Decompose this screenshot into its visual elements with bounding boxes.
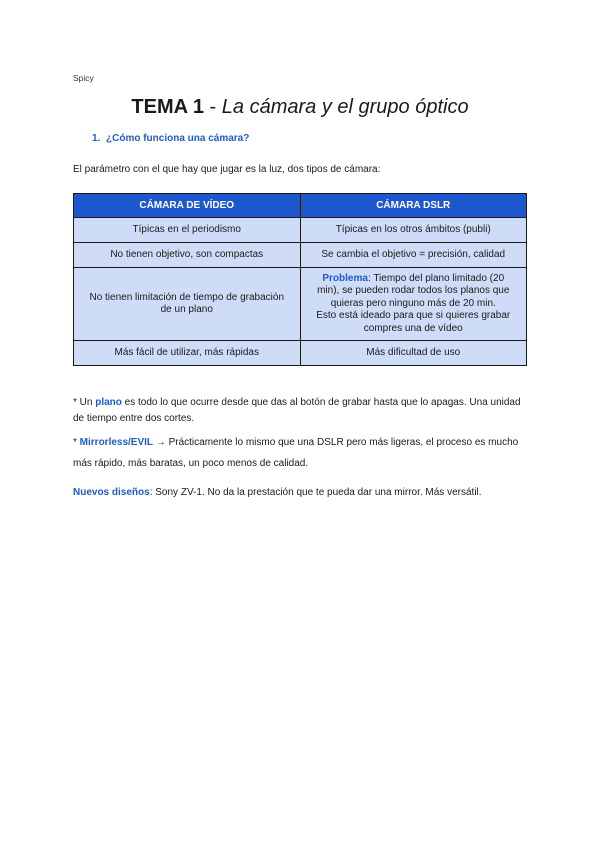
section-heading — [92, 133, 249, 144]
note-term: Mirrorless/EVIL — [79, 437, 154, 448]
note-term: Nuevos diseños — [73, 487, 150, 498]
table-header-video: CÁMARA DE VÍDEO — [74, 194, 301, 218]
note-term: plano — [95, 397, 122, 408]
table-row — [74, 218, 527, 243]
intro-paragraph: El parámetro con el que hay que jugar es la luz, dos tipos de cámara: — [73, 164, 381, 175]
section-number: 1. — [92, 133, 101, 144]
note-text: → Prácticamente lo mismo que una DSLR pero más ligeras, el proceso es mucho más rápido, más baratas, un poco menos de calidad. — [73, 437, 519, 469]
page-title — [0, 94, 600, 120]
table-row — [74, 341, 527, 366]
table-cell-dslr: Típicas en los otros ámbitos (publi) — [300, 218, 527, 243]
table-header-row — [74, 194, 527, 218]
note-text: es todo lo que ocurre desde que das al botón de grabar hasta que lo apagas. Una unidad de tiempo entre dos cortes. — [73, 397, 521, 424]
title-subject: La cámara y el grupo óptico — [221, 96, 469, 118]
note-new-designs — [73, 485, 527, 501]
table-cell-video: No tienen limitación de tiempo de grabación de un plano — [74, 268, 301, 341]
table-cell-dslr: Más dificultad de uso — [300, 341, 527, 366]
note-mirrorless — [73, 432, 527, 474]
table-cell-video: Típicas en el periodismo — [74, 218, 301, 243]
camera-comparison-table — [73, 193, 527, 366]
problem-extra: Esto está ideado para que si quieres grabar compres una de vídeo — [316, 310, 511, 334]
table-cell-dslr — [300, 268, 527, 341]
header-note: Spicy — [73, 73, 94, 83]
table-cell-dslr: Se cambia el objetivo = precisión, calidad — [300, 243, 527, 268]
table-header-dslr: CÁMARA DSLR — [300, 194, 527, 218]
problem-label: Problema — [322, 272, 368, 284]
note-plano — [73, 395, 527, 427]
note-prefix: * — [73, 437, 80, 448]
table-cell-video: Más fácil de utilizar, más rápidas — [74, 341, 301, 366]
note-prefix: * Un — [73, 397, 96, 408]
table-row — [74, 243, 527, 268]
table-cell-video: No tienen objetivo, son compactas — [74, 243, 301, 268]
table-row — [74, 268, 527, 341]
problem-text: : Tiempo del plano limitado (20 min), se pueden rodar todos los planos que quieras pero ninguno más de 20 min. — [317, 272, 510, 309]
section-label: ¿Cómo funciona una cámara? — [106, 133, 250, 144]
note-text: : Sony ZV-1. No da la prestación que te pueda dar una mirror. Más versátil. — [149, 487, 482, 498]
title-topic: TEMA 1 — [131, 96, 204, 118]
title-separator: - — [204, 96, 222, 118]
